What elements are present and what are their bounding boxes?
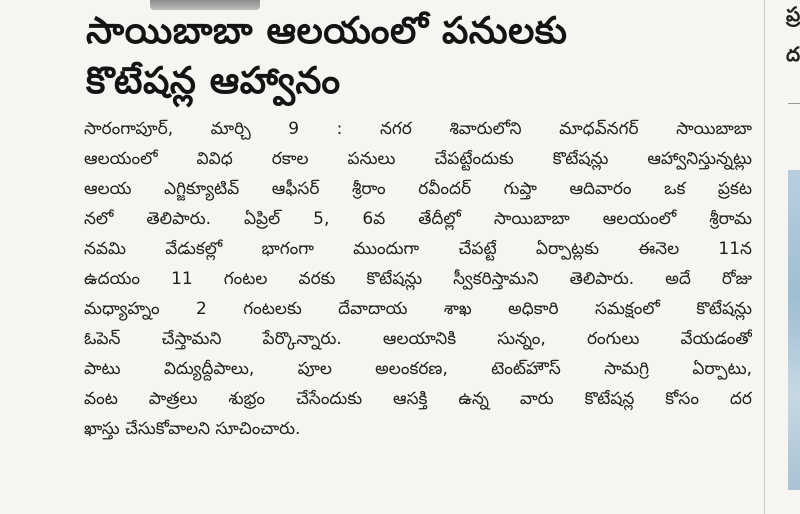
- body-line: పాటు విద్యుద్దీపాలు, పూల అలంకరణ, టెంట్‌హౌస్ సామగ్రి ఏర్పాటు,: [84, 359, 752, 379]
- body-line: ఓపెన్ చేస్తామని పేర్కొన్నారు. ఆలయానికి సున్నం, రంగులు వేయడంతో: [84, 329, 752, 349]
- body-line: ఆలయ ఎగ్జిక్యూటివ్ ఆఫీసర్ శ్రీరాం రవీందర్ గుప్తా ఆదివారం ఒక ప్రకట: [84, 179, 752, 199]
- headline-line: కొటేషన్ల ఆహ్వానం: [86, 59, 341, 102]
- article-body: [76, 114, 758, 444]
- adjacent-divider: [788, 103, 800, 104]
- news-article: [76, 6, 758, 514]
- body-line: నలో తెలిపారు. ఏప్రిల్ 5, 6వ తేదీల్లో సాయిబాబా ఆలయంలో శ్రీరామ: [84, 209, 752, 229]
- adjacent-photo: [788, 170, 800, 490]
- body-line: వంట పాత్రలు శుభ్రం చేసేందుకు ఆసక్తి ఉన్న వారు కొటేషన్ల కోసం దర: [84, 389, 752, 409]
- body-line: నవమి వేడుకల్లో భాగంగా ముందుగా చేపట్టే ఏర్పాట్లకు ఈనెల 11న: [84, 239, 752, 259]
- body-line: ఆలయంలో వివిధ రకాల పనులు చేపట్టేందుకు కొటేషన్లు ఆహ్వానిస్తున్నట్లు: [84, 149, 752, 169]
- body-line: ఉదయం 11 గంటల వరకు కొటేషన్లు స్వీకరిస్తామని తెలిపారు. అదే రోజు: [84, 269, 752, 289]
- headline-line: సాయిబాబా ఆలయంలో పనులకు: [86, 9, 568, 52]
- article-headline: [76, 6, 758, 106]
- column-divider: [764, 0, 765, 514]
- body-line: మధ్యాహ్నం 2 గంటలకు దేవాదాయ శాఖ అధికారి సమక్షంలో కొటేషన్లు: [84, 299, 752, 319]
- body-line: సారంగాపూర్, మార్చి 9 : నగర శివారులోని మాధవ్‌నగర్ సాయిబాబా: [84, 119, 752, 139]
- adjacent-column: [766, 0, 800, 514]
- adjacent-text-fragment: ద: [786, 42, 800, 66]
- body-line: ఖాస్తు చేసుకోవాలని సూచించారు.: [84, 419, 301, 439]
- adjacent-text-fragment: ప్ర: [786, 2, 800, 26]
